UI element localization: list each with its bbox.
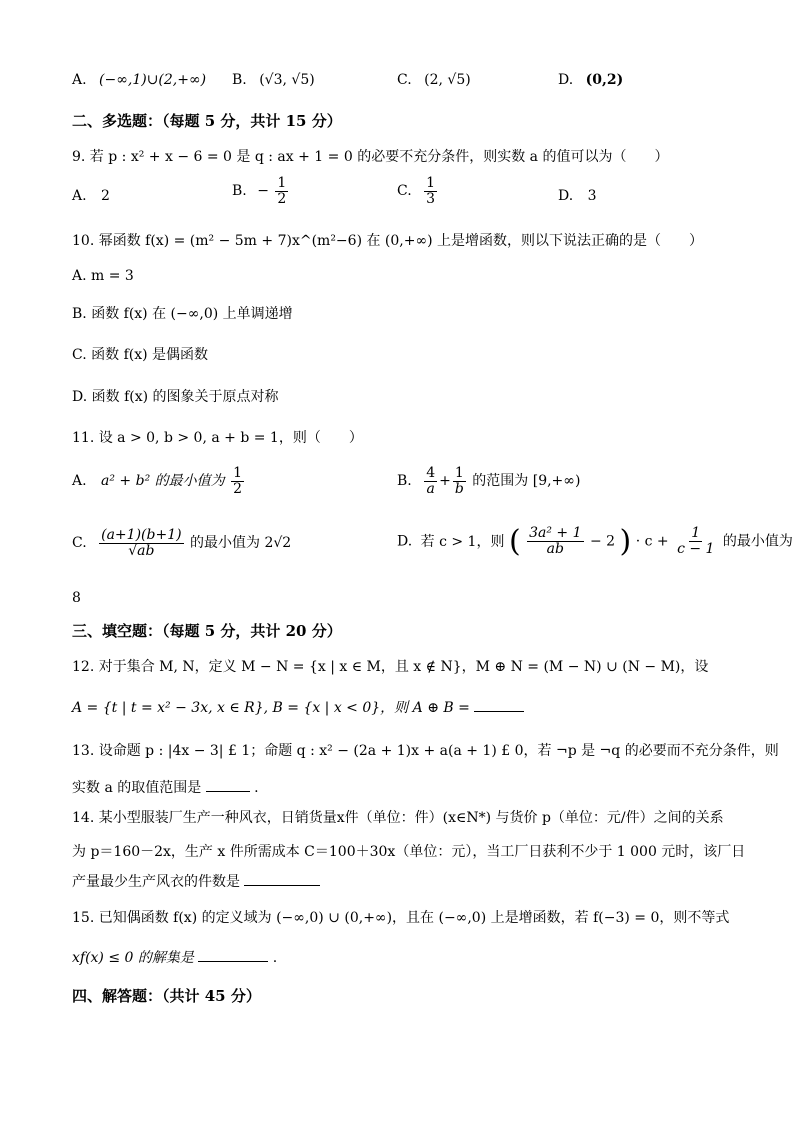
denominator: 2 [277, 190, 287, 207]
option-text: (0,2) [585, 72, 624, 88]
q9-option-a [72, 188, 110, 204]
denominator: 2 [233, 480, 243, 497]
option-label: B. [232, 183, 247, 200]
q11-option-b: B. $\frac{4}{a}$ + $\frac{1}{b}$ 的范围为 [9,+∞) [397, 465, 581, 497]
q8-option-a [72, 72, 206, 88]
numerator: (a+1)(b+1) [101, 527, 182, 543]
numerator: 1 [691, 525, 701, 542]
option-text: (−∞,1)∪(2,+∞) [99, 72, 207, 88]
fraction [424, 466, 437, 496]
option-text: 2 [101, 188, 110, 204]
q14-line-2: 为 p＝160－2x，生产 x 件所需成本 C＝100＋30x（单位：元），当工厂日获利不少于 1 000 元时，该厂日 [72, 844, 746, 860]
q13-line-2 [72, 777, 259, 797]
q8-option-c [397, 72, 471, 88]
q13-line-1: 13. 设命题 p : |4x − 3| £ 1；命题 q : x² − (2a + 1)x + a(a + 1) £ 0，若 ¬p 是 ¬q 的必要而不充分条件，则 [72, 743, 779, 759]
q11-option-d-continuation: 8 [72, 590, 81, 606]
option-label: D. [397, 533, 413, 550]
q8-option-d [558, 72, 623, 88]
option-label: D. [558, 72, 574, 88]
answer-blank[interactable] [244, 885, 320, 886]
fraction [424, 176, 437, 206]
option-text: 的最小值为 [722, 533, 793, 550]
q10-option-b: B. 函数 f(x) 在 (−∞,0) 上单调递增 [72, 306, 293, 322]
fraction [99, 528, 183, 558]
option-label: A. [72, 72, 87, 88]
q14-line-1: 14. 某小型服装厂生产一种风衣，日销货量x件（单位：件）(x∈N*) 与货价 p（单位：元/件）之间的关系 [72, 810, 724, 826]
option-text: 若 c > 1，则 [420, 533, 505, 550]
q13-period: . [254, 780, 259, 796]
q10-option-a: A. m = 3 [72, 268, 134, 284]
fraction [453, 466, 466, 496]
q14-text: 产量最少生产风衣的件数是 [72, 874, 240, 890]
option-sign: − [257, 183, 269, 200]
section-title-answer: 四、解答题：（共计 45 分） [72, 987, 261, 1005]
option-text: a² + b² 的最小值为 [101, 473, 225, 490]
option-label: B. [397, 473, 412, 490]
option-label: D. [558, 188, 574, 204]
fraction [275, 176, 288, 206]
option-label: A. [72, 473, 87, 490]
denominator: √ab [128, 542, 155, 559]
option-label: A. [72, 188, 87, 204]
numerator: 3a² + 1 [529, 525, 582, 542]
q12-line-1: 12. 对于集合 M, N，定义 M − N = {x | x ∈ M，且 x ∉ N}，M ⊕ N = (M − N) ∪ (N − M)，设 [72, 659, 709, 675]
answer-blank[interactable] [198, 961, 268, 962]
numerator: 1 [426, 175, 436, 191]
option-text: 3 [587, 188, 597, 204]
section-title-fill-in: 三、填空题：（每题 5 分，共计 20 分） [72, 622, 342, 640]
fraction [231, 466, 244, 496]
q12-line-2 [72, 697, 524, 717]
option-text: 的最小值为 2√2 [190, 535, 292, 552]
denominator: 3 [426, 190, 436, 207]
q9-stem: 9. 若 p : x² + x − 6 = 0 是 q : ax + 1 = 0 的必要不充分条件，则实数 a 的值可以为（ ） [72, 149, 669, 165]
q9-option-b [232, 176, 290, 206]
option-text: (√3, √5) [259, 72, 315, 88]
option-label: C. [397, 72, 412, 88]
answer-blank[interactable] [474, 711, 524, 712]
option-text: 的范围为 [9,+∞) [472, 473, 581, 490]
left-paren: ( [508, 524, 521, 559]
q11-option-a [72, 466, 246, 496]
numerator: 1 [277, 175, 287, 191]
answer-blank[interactable] [206, 791, 250, 792]
q9-option-c [397, 176, 439, 206]
denominator: ab [546, 541, 564, 557]
q10-option-d: D. 函数 f(x) 的图象关于原点对称 [72, 389, 279, 405]
q15-line-1: 15. 已知偶函数 f(x) 的定义域为 (−∞,0) ∪ (0,+∞)，且在 (−∞,0) 上是增函数，若 f(−3) = 0，则不等式 [72, 910, 730, 926]
q11-stem: 11. 设 a > 0, b > 0, a + b = 1，则（ ） [72, 430, 363, 446]
q15-text: xf(x) ≤ 0 的解集是 [72, 950, 194, 966]
q12-text: A = {t | t = x² − 3x, x ∈ R}, B = {x | x < 0}，则 A ⊕ B = [72, 700, 470, 716]
q15-period: . [272, 950, 278, 966]
numerator: 4 [426, 465, 436, 481]
denominator: c − 1 [677, 541, 715, 557]
q13-text: 实数 a 的取值范围是 [72, 780, 202, 796]
q8-option-b [232, 72, 315, 88]
q10-stem: 10. 幂函数 f(x) = (m² − 5m + 7)x^(m²−6) 在 (0,+∞) 上是增函数，则以下说法正确的是（ ） [72, 233, 704, 249]
option-label: C. [397, 183, 412, 200]
denominator: a [426, 480, 435, 497]
q11-option-c [72, 528, 291, 558]
numerator: 1 [454, 465, 464, 481]
option-text: · c + [635, 533, 669, 550]
q11-option-d [397, 524, 793, 559]
option-label: C. [72, 535, 87, 552]
fraction [527, 526, 583, 556]
q10-option-c: C. 函数 f(x) 是偶函数 [72, 347, 209, 363]
option-text: (2, √5) [424, 72, 471, 88]
fraction [675, 526, 716, 556]
q9-option-d [558, 188, 597, 204]
denominator: b [454, 480, 464, 497]
option-label: B. [232, 72, 247, 88]
q14-line-3 [72, 871, 320, 891]
q15-line-2 [72, 947, 277, 967]
right-paren: ) [619, 524, 632, 559]
option-text: − 2 [589, 533, 616, 550]
numerator: 1 [233, 465, 243, 481]
section-title-multiple-choice: 二、多选题：（每题 5 分，共计 15 分） [72, 112, 342, 130]
